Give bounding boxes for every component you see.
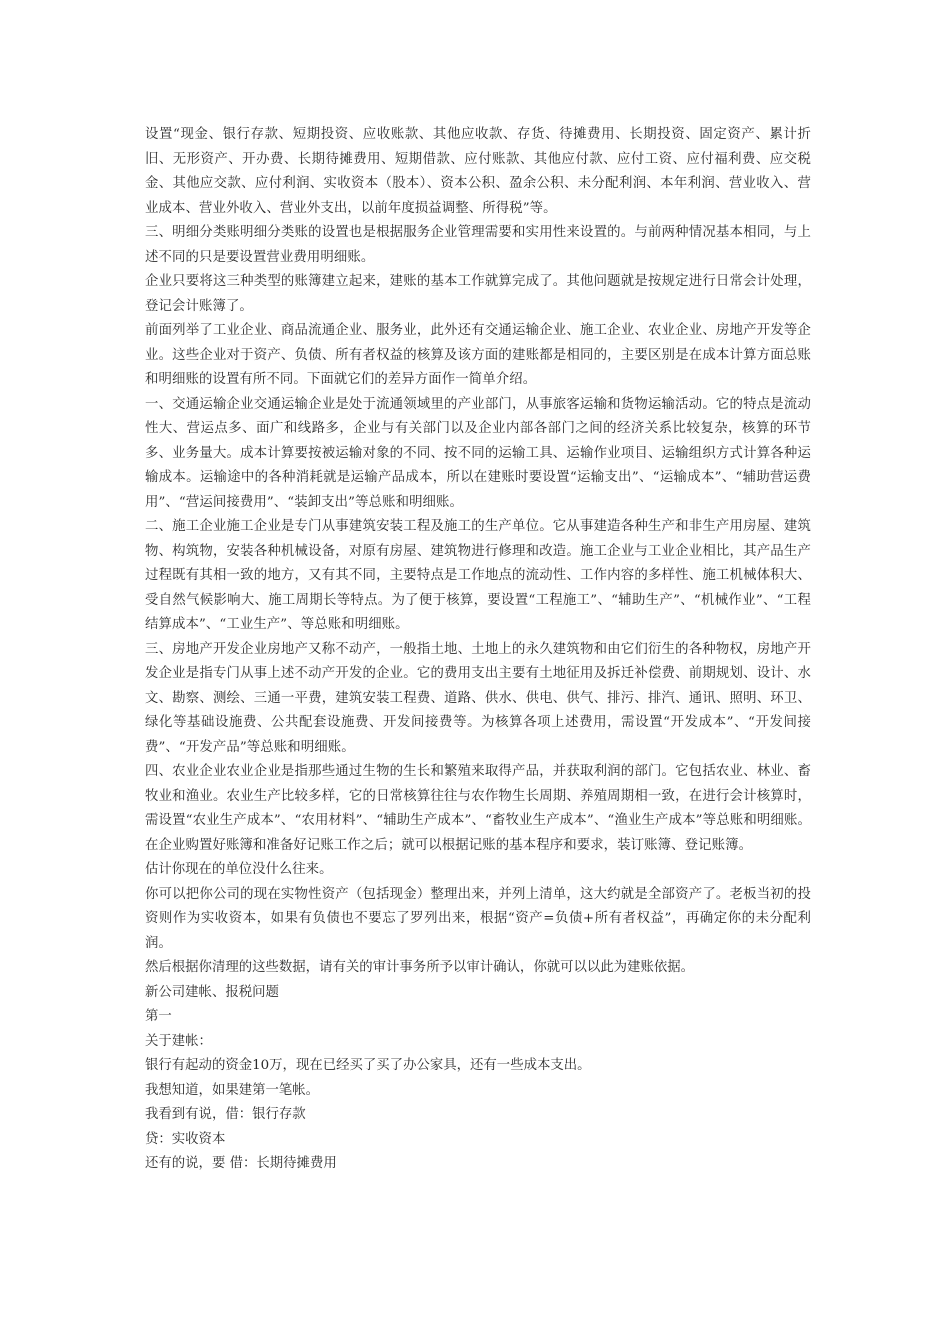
item-about-bookkeeping: 关于建帐： xyxy=(145,1033,212,1049)
document-body xyxy=(145,123,811,1177)
paragraph-ledger-complete: 企业只要将这三种类型的账簿建立起来，建账的基本工作就算完成了。其他问题就是按规定进行日常会计处理，登记会计账簿了。 xyxy=(145,274,811,314)
paragraph-transportation: 一、交通运输企业交通运输企业是处于流通领域里的产业部门，从事旅客运输和货物运输活动。它的特点是流动性大、营运点多、面广和线路多，企业与有关部门以及企业内部各部门之间的经济关系比较复杂，核算的环节多、业务量大。成本计算要按被运输对象的不同、按不同的运输工具、运输作业项目、运输组织方式计算各种运输成本。运输途中的各种消耗就是运输产品成本，所以在建账时要设置“运输支出”、“运输成本”、“辅助营运费用”、“营运间接费用”、“装卸支出”等总账和明细账。 xyxy=(145,396,811,510)
paragraph-asset-inventory: 你可以把你公司的现在实物性资产（包括现金）整理出来，并列上清单，这大约就是全部资产了。老板当初的投资则作为实收资本，如果有负债也不要忘了罗列出来，根据“资产=负债+所有者权益”，再确定你的未分配利润。 xyxy=(145,886,811,951)
item-first: 第一 xyxy=(145,1009,172,1024)
paragraph-few-transactions: 估计你现在的单位没什么往来。 xyxy=(145,862,333,877)
paragraph-construction: 二、施工企业施工企业是专门从事建筑安装工程及施工的生产单位。它从事建造各种生产和非生产用房屋、建筑物、构筑物，安装各种机械设备，对原有房屋、建筑物进行修理和改造。施工企业与工业企业相比，其产品生产过程既有其相一致的地方，又有其不同，主要特点是工作地点的流动性、工作内容的多样性、施工机械体积大、受自然气候影响大、施工周期长等特点。为了便于核算，要设置“工程施工”、“辅助生产”、“机械作业”、“工程结算成本”、“工业生产”、等总账和明细账。 xyxy=(145,519,811,632)
line-debit-bank: 我看到有说，借：银行存款 xyxy=(145,1107,306,1122)
paragraph-agriculture: 四、农业企业农业企业是指那些通过生物的生长和繁殖来取得产品，并获取利润的部门。它包括农业、林业、畜牧业和渔业。农业生产比较多样，它的日常核算往往与农作物生长周期、养殖周期相一致，在进行会计核算时，需设置“农业生产成本”、“农用材料”、“辅助生产成本”、“畜牧业生产成本”、“渔业生产成本”等总账和明细账。在企业购置好账簿和准备好记账工作之后；就可以根据记账的基本程序和要求，装订账簿、登记账簿。 xyxy=(145,764,811,853)
line-bank-funds: 银行有起动的资金10万，现在已经买了买了办公家具，还有一些成本支出。 xyxy=(145,1058,591,1073)
paragraph-account-list: 设置“现金、银行存款、短期投资、应收账款、其他应收款、存货、待摊费用、长期投资、固定资产、累计折旧、无形资产、开办费、长期待摊费用、短期借款、应付账款、其他应付款、应付工资、应付福利费、应交税金、其他应交款、应付利润、实收资本（股本）、资本公积、盈余公积、未分配利润、本年利润、营业收入、营业成本、营业外收入、营业外支出，以前年度损益调整、所得税”等。 xyxy=(145,127,811,216)
paragraph-audit: 然后根据你清理的这些数据，请有关的审计事务所予以审计确认，你就可以以此为建账依据。 xyxy=(145,960,695,975)
section-heading: 新公司建帐、报税问题 xyxy=(145,984,279,1000)
paragraph-real-estate: 三、房地产开发企业房地产又称不动产，一般指土地、土地上的永久建筑物和由它们衍生的各种物权，房地产开发企业是指专门从事上述不动产开发的企业。它的费用支出主要有土地征用及拆迁补偿费、前期规划、设计、水文、勘察、测绘、三通一平费，建筑安装工程费、道路、供水、供电、供气、排污、排汽、通讯、照明、环卫、绿化等基础设施费、公共配套设施费、开发间接费等。为核算各项上述费用，需设置“开发成本”、“开发间接费”、“开发产品”等总账和明细账。 xyxy=(145,641,811,755)
line-question: 我想知道，如果建第一笔帐。 xyxy=(145,1082,320,1098)
line-debit-deferred: 还有的说，要 借：长期待摊费用 xyxy=(145,1156,337,1171)
paragraph-detail-ledger: 三、明细分类账明细分类账的设置也是根据服务企业管理需要和实用性来设置的。与前两种情况基本相同，与上述不同的只是要设置营业费用明细账。 xyxy=(145,225,811,265)
paragraph-industry-differences: 前面列举了工业企业、商品流通企业、服务业，此外还有交通运输企业、施工企业、农业企业、房地产开发等企业。这些企业对于资产、负债、所有者权益的核算及该方面的建账都是相同的，主要区别是在成本计算方面总账和明细账的设置有所不同。下面就它们的差异方面作一简单介绍。 xyxy=(145,323,811,387)
line-credit-capital: 贷：实收资本 xyxy=(145,1131,226,1147)
